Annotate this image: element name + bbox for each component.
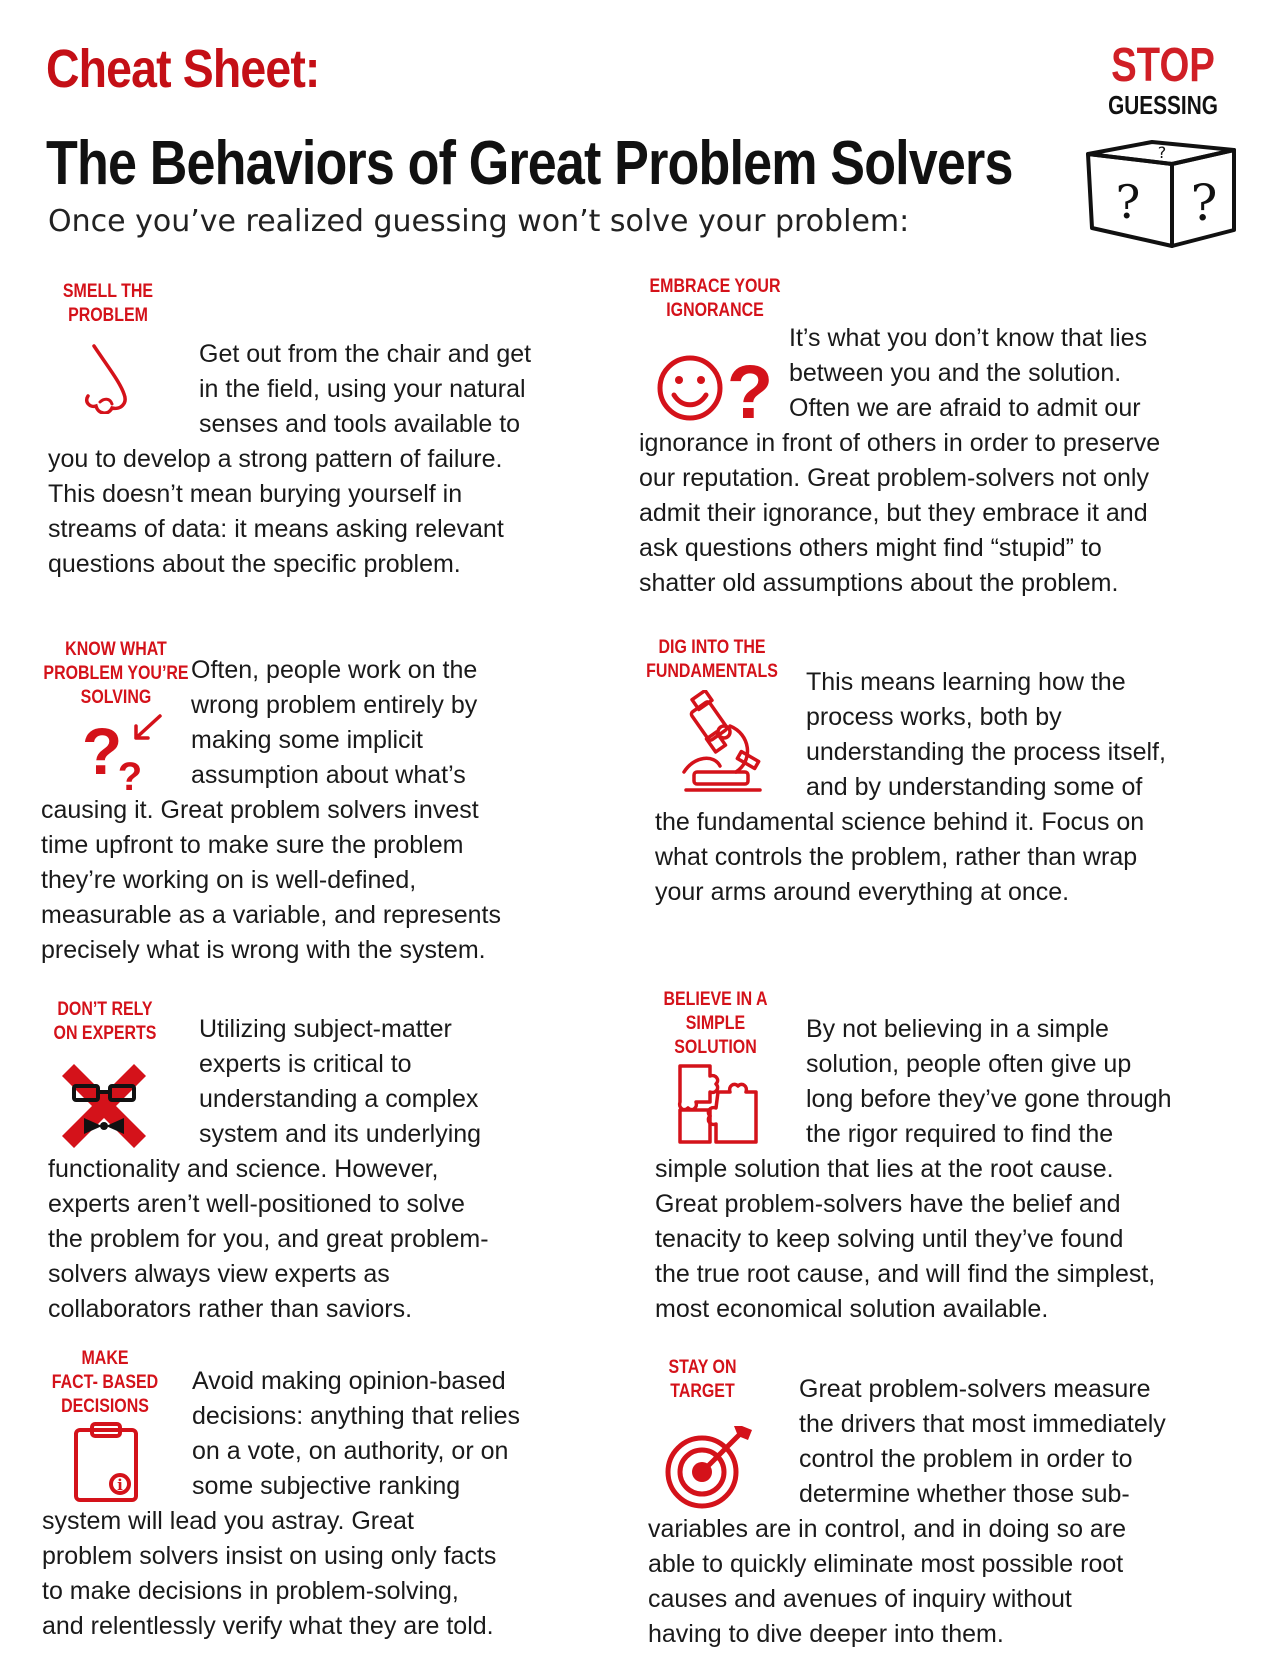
text-line: Great problem-solvers measure	[799, 1375, 1151, 1403]
cube-right-mark: ?	[1190, 174, 1218, 232]
small-question-glyph: ?	[117, 755, 143, 792]
label-line: MAKE	[81, 1348, 129, 1369]
big-question-glyph: ?	[81, 714, 123, 788]
text-line: wrong problem entirely by	[191, 691, 478, 719]
question-marks-icon	[80, 712, 174, 792]
text-line: By not believing in a simple	[806, 1015, 1109, 1043]
label-line: DECISIONS	[61, 1396, 149, 1417]
label-line: TARGET	[670, 1381, 735, 1402]
text-line: senses and tools available to	[199, 410, 521, 438]
text-line: process works, both by	[806, 703, 1062, 731]
smell-the-problem-text-bottom	[48, 442, 504, 582]
label-line: ON EXPERTS	[53, 1023, 157, 1044]
text-line: causing it. Great problem solvers invest	[41, 796, 479, 824]
text-line: some subjective ranking	[192, 1472, 461, 1500]
label-line: STAY ON	[668, 1357, 737, 1378]
text-line: what controls the problem, rather than wrap	[655, 843, 1138, 871]
text-line: making some implicit	[191, 726, 424, 754]
nose-icon	[76, 342, 142, 414]
text-line: on a vote, on authority, or on	[192, 1437, 509, 1465]
label-line: BELIEVE IN A	[663, 989, 768, 1010]
text-line: long before they’ve gone through	[806, 1085, 1172, 1113]
embrace-your-ignorance-text-top	[789, 321, 1147, 426]
dont-rely-on-experts-text-bottom	[48, 1152, 489, 1327]
text-line: variables are in control, and in doing so are	[648, 1515, 1127, 1543]
label-line: SOLUTION	[674, 1037, 757, 1058]
question-cube-icon	[1082, 128, 1242, 248]
label-line: KNOW WHAT	[65, 639, 167, 660]
text-line: experts is critical to	[199, 1050, 412, 1078]
text-line: having to dive deeper into them.	[648, 1620, 1004, 1648]
text-line: Get out from the chair and get	[199, 340, 532, 368]
cube-top-mark: ?	[1157, 143, 1167, 162]
text-line: functionality and science. However,	[48, 1155, 439, 1183]
question-mark-glyph: ?	[726, 352, 774, 424]
text-line: It’s what you don’t know that lies	[789, 324, 1148, 352]
text-line: the drivers that most immediately	[799, 1410, 1166, 1438]
label-line: SIMPLE	[685, 1013, 746, 1034]
embrace-your-ignorance-text-bottom	[639, 426, 1160, 601]
page-title: The Behaviors of Great Problem Solvers	[46, 129, 1013, 198]
text-line: This means learning how the	[806, 668, 1126, 696]
text-line: system will lead you astray. Great	[42, 1507, 414, 1535]
text-line: This doesn’t mean burying yourself in	[48, 480, 463, 508]
dont-rely-on-experts-label	[50, 998, 159, 1046]
puzzle-icon	[676, 1062, 760, 1146]
embrace-your-ignorance-label	[644, 275, 787, 323]
text-line: solution, people often give up	[806, 1050, 1132, 1078]
text-line: the rigor required to find the	[806, 1120, 1114, 1148]
label-line: PROBLEM	[68, 305, 148, 326]
info-glyph: i	[117, 1476, 123, 1494]
text-line: system and its underlying	[199, 1120, 482, 1148]
label-line: PROBLEM YOU’RE	[43, 663, 189, 684]
dig-into-fundamentals-label	[645, 636, 779, 684]
text-line: tenacity to keep solving until they’ve found	[655, 1225, 1124, 1253]
crossed-expert-icon	[56, 1058, 152, 1154]
text-line: precisely what is wrong with the system.	[41, 936, 486, 964]
text-line: streams of data: it means asking relevant	[48, 515, 504, 543]
text-line: ask questions others might find “stupid” to	[639, 534, 1102, 562]
fact-based-decisions-label	[50, 1347, 159, 1419]
text-line: and relentlessly verify what they are told.	[42, 1612, 494, 1640]
label-line: SMELL THE	[62, 281, 154, 302]
text-line: and by understanding some of	[806, 773, 1143, 801]
dig-into-fundamentals-text-top	[806, 665, 1166, 805]
know-what-problem-text-bottom	[41, 793, 501, 968]
believe-simple-solution-text-top	[806, 1012, 1172, 1152]
label-line: EMBRACE YOUR	[649, 276, 781, 297]
label-line: FACT- BASED	[51, 1372, 159, 1393]
text-line: Often, people work on the	[191, 656, 478, 684]
know-what-problem-label	[40, 638, 191, 710]
text-line: solvers always view experts as	[48, 1260, 390, 1288]
text-line: collaborators rather than saviors.	[48, 1295, 413, 1323]
dig-into-fundamentals-text-bottom	[655, 805, 1144, 910]
text-line: to make decisions in problem-solving,	[42, 1577, 459, 1605]
label-line: DON’T RELY	[57, 999, 153, 1020]
stay-on-target-label	[658, 1356, 746, 1404]
cheat-sheet-title: Cheat Sheet:	[46, 39, 320, 99]
text-line: simple solution that lies at the root cause.	[655, 1155, 1114, 1183]
microscope-icon	[680, 690, 766, 794]
stay-on-target-text-top	[799, 1372, 1166, 1512]
target-icon	[662, 1420, 754, 1512]
text-line: understanding a complex	[199, 1085, 479, 1113]
smell-the-problem-label	[49, 280, 167, 328]
text-line: able to quickly eliminate most possible root	[648, 1550, 1124, 1578]
text-line: determine whether those sub-	[799, 1480, 1130, 1508]
dont-rely-on-experts-text-top	[199, 1012, 481, 1152]
text-line: the problem for you, and great problem-	[48, 1225, 489, 1253]
text-line: time upfront to make sure the problem	[41, 831, 464, 859]
know-what-problem-text-top	[191, 653, 477, 793]
text-line: Often we are afraid to admit our	[789, 394, 1141, 422]
text-line: admit their ignorance, but they embrace it and	[639, 499, 1148, 527]
believe-simple-solution-label	[659, 988, 772, 1060]
logo-stop-text: STOP	[1111, 39, 1215, 92]
intro-text: Once you’ve realized guessing won’t solve your problem:	[48, 204, 910, 239]
text-line: shatter old assumptions about the problem.	[639, 569, 1119, 597]
text-line: assumption about what’s	[191, 761, 466, 789]
text-line: between you and the solution.	[789, 359, 1122, 387]
clipboard-icon	[72, 1420, 140, 1504]
text-line: control the problem in order to	[799, 1445, 1133, 1473]
label-line: FUNDAMENTALS	[646, 661, 778, 682]
text-line: ignorance in front of others in order to preserve	[639, 429, 1161, 457]
text-line: Great problem-solvers have the belief and	[655, 1190, 1121, 1218]
logo-guessing-text: GUESSING	[1108, 90, 1218, 120]
smell-the-problem-text-top	[199, 337, 531, 442]
text-line: the true root cause, and will find the simplest,	[655, 1260, 1156, 1288]
fact-based-decisions-text-top	[192, 1364, 520, 1504]
label-line: IGNORANCE	[666, 300, 764, 321]
stay-on-target-text-bottom	[648, 1512, 1126, 1652]
text-line: measurable as a variable, and represents	[41, 901, 501, 929]
text-line: causes and avenues of inquiry without	[648, 1585, 1072, 1613]
label-line: SOLVING	[80, 687, 152, 708]
text-line: the fundamental science behind it. Focus on	[655, 808, 1145, 836]
text-line: experts aren’t well-positioned to solve	[48, 1190, 465, 1218]
label-line: DIG INTO THE	[658, 637, 766, 658]
text-line: understanding the process itself,	[806, 738, 1166, 766]
text-line: they’re working on is well-defined,	[41, 866, 417, 894]
text-line: most economical solution available.	[655, 1295, 1049, 1323]
text-line: questions about the specific problem.	[48, 550, 461, 578]
fact-based-decisions-text-bottom	[42, 1504, 496, 1644]
text-line: Utilizing subject-matter	[199, 1015, 452, 1043]
believe-simple-solution-text-bottom	[655, 1152, 1155, 1327]
text-line: problem solvers insist on using only facts	[42, 1542, 497, 1570]
smiley-question-icon	[656, 352, 776, 424]
text-line: your arms around everything at once.	[655, 878, 1070, 906]
cube-left-mark: ?	[1115, 175, 1141, 229]
text-line: our reputation. Great problem-solvers not only	[639, 464, 1149, 492]
text-line: in the field, using your natural	[199, 375, 526, 403]
text-line: you to develop a strong pattern of failure.	[48, 445, 503, 473]
text-line: Avoid making opinion-based	[192, 1367, 506, 1395]
text-line: decisions: anything that relies	[192, 1402, 520, 1430]
